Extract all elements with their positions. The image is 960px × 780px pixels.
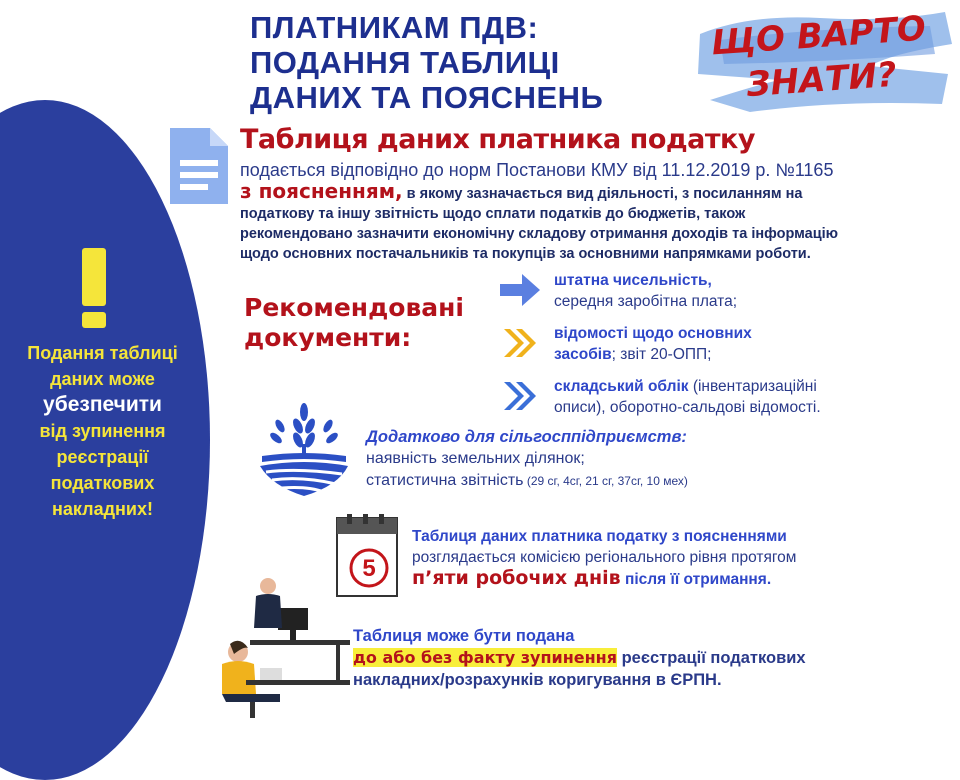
badge-text: ЩО ВАРТО ЗНАТИ?: [709, 8, 928, 106]
agro-heading: Додатково для сільгосппідприємств:: [366, 428, 687, 446]
double-chevron-icon: [498, 378, 542, 414]
office-workers-illustration: [210, 568, 350, 718]
calendar-number: 5: [362, 555, 376, 582]
arrow-right-icon: [498, 272, 542, 308]
doc-heading: Таблиця даних платника податку: [240, 124, 755, 155]
document-icon: [168, 126, 230, 206]
bottom-note: Таблиця може бути подана до або без факту зупинення реєстрації податкових накладних/розрахунків коригування в ЄРПН.: [353, 627, 806, 689]
doc-regulation-line: подається відповідно до норм Постанови КМУ від 11.12.2019 р. №1165: [240, 160, 834, 180]
side-note: Подання таблиці даних може убезпечити від зупинення реєстрації податкових накладних!: [27, 343, 178, 519]
wheat-field-icon: [258, 400, 350, 500]
doc-paragraph: з поясненням, в якому зазначається вид діяльності, з посиланням на податкову та іншу звітність щодо сплати податків до бюджетів, також рекомендовано зазначити економічну складову отримання доходів та інформацію щодо основних постачальників та покупців за основними напрямками роботи.: [240, 179, 839, 262]
doc-red-phrase: з поясненням,: [240, 179, 403, 203]
page-title: ПЛАТНИКАМ ПДВ: ПОДАННЯ ТАБЛИЦІ ДАНИХ ТА ПОЯСНЕНЬ: [250, 10, 604, 115]
double-chevron-icon: [498, 325, 542, 361]
highlight-phrase: до або без факту зупинення: [353, 648, 617, 667]
review-text: Таблиця даних платника податку з поясненнями розглядається комісією регіонального рівня протягом п’яти робочих днів після її отримання.: [412, 528, 797, 589]
agro-line: статистична звітність (29 сг, 4сг, 21 сг, 37сг, 10 мех): [366, 472, 688, 489]
agro-line: наявність земельних ділянок;: [366, 450, 585, 467]
recommended-heading: Рекомендовані документи:: [244, 293, 464, 352]
exclamation-icon: [80, 248, 108, 328]
